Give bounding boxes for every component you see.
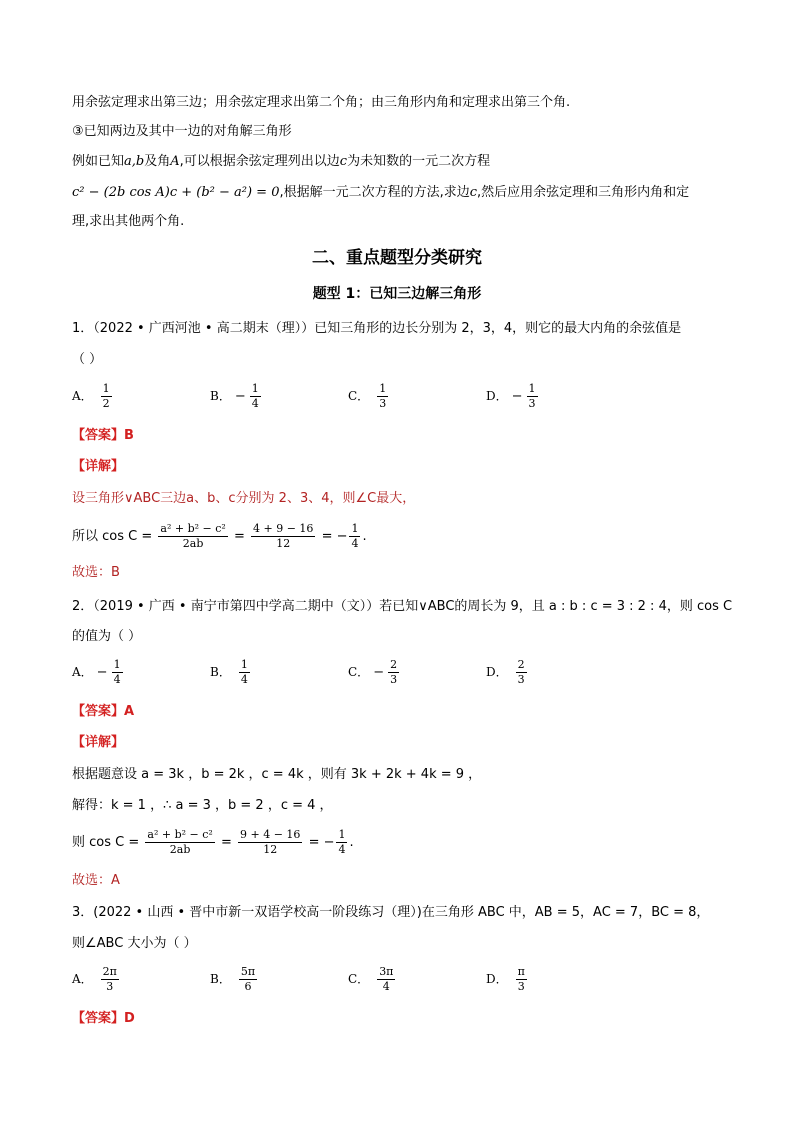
q2-detail-tag: 【详解】 [72, 735, 125, 750]
denominator: 3 [390, 673, 398, 686]
option-label: C． [348, 389, 370, 403]
subsection-title: 题型 1：已知三边解三角形 [312, 286, 482, 302]
q2-detail-line-2: 解得：k = 1 ，∴ a = 3 ，b = 2 ，c = 4 ， [72, 798, 333, 813]
option-fraction [250, 382, 261, 411]
denominator: 3 [106, 980, 114, 993]
option-fraction [239, 658, 250, 687]
option-label: C． [348, 665, 370, 679]
option-label: B． [210, 972, 231, 986]
intro-line-3 [72, 152, 490, 172]
denominator: 4 [382, 980, 390, 993]
denominator: 2 [102, 397, 110, 410]
option-fraction [516, 965, 527, 994]
formula-text: . [349, 835, 354, 850]
q1-detail-line-2 [72, 522, 367, 552]
numerator: 1 [102, 382, 110, 395]
numerator: a² + b² − c² [147, 828, 213, 841]
numerator: 1 [379, 382, 387, 395]
intro-text: ,可以根据余弦定理列出以边 [179, 154, 340, 169]
denominator: 3 [517, 673, 525, 686]
numerator: 1 [251, 382, 259, 395]
numerator: π [517, 965, 525, 978]
formula-text: 所以 cos C = [72, 529, 153, 544]
option-fraction [377, 382, 388, 411]
denominator: 4 [240, 673, 248, 686]
denominator: 4 [338, 843, 346, 856]
q1-conclusion: 故选：B [72, 565, 120, 580]
q2-detail-line-1: 根据题意设 a = 3k ，b = 2k ，c = 4k ，则有 3k + 2k + 4k = 9 ， [72, 767, 482, 782]
option-fraction [527, 382, 538, 411]
q2-option-a [72, 658, 125, 687]
option-fraction [239, 965, 257, 994]
option-fraction [112, 658, 123, 687]
option-label: B． [210, 389, 231, 403]
q2-stem-b: 的值为（ ） [72, 629, 142, 644]
q2-option-c [348, 658, 401, 687]
intro-text: 及角 [144, 154, 171, 169]
q3-answer-tag: 【答案】D [72, 1011, 135, 1026]
intro-math: c [469, 185, 478, 200]
formula-text: = − [321, 529, 348, 544]
denominator: 2ab [169, 843, 191, 856]
intro-math: c [339, 154, 348, 169]
intro-text: ,根据解一元二次方程的方法,求边 [279, 185, 470, 200]
numerator: 2π [102, 965, 117, 978]
formula-fraction [158, 522, 227, 551]
intro-math: A [170, 154, 180, 169]
denominator: 2ab [182, 537, 204, 550]
numerator: 4 + 9 − 16 [253, 522, 314, 535]
q3-option-d [486, 965, 529, 994]
option-fraction [101, 382, 112, 411]
numerator: 5π [240, 965, 256, 978]
q1-stem: 1．（2022 • 广西河池 • 高二期末（理））已知三角形的边长分别为 2，3，4，则它的最大内角的余弦值是 [72, 321, 682, 336]
option-label: A． [72, 665, 93, 679]
denominator: 4 [351, 537, 359, 550]
intro-line-4 [72, 183, 689, 203]
q2-stem-a: 2．（2019 • 广西 • 南宁市第四中学高二期中（文））若已知∨ABC的周长为 9，且 a : b : c = 3 : 2 : 4，则 cos C [72, 599, 733, 614]
formula-fraction [349, 522, 360, 551]
numerator: 1 [240, 658, 248, 671]
q3-stem-a: 3．(2022 • 山西 • 晋中市新一双语学校高一阶段练习（理）)在三角形 ABC 中，AB = 5，AC = 7，BC = 8， [72, 905, 710, 920]
formula-fraction [238, 828, 302, 857]
denominator: 3 [517, 980, 525, 993]
option-label: D． [486, 972, 508, 986]
q1-paren: （ ） [72, 352, 103, 367]
numerator: 2 [517, 658, 525, 671]
denominator: 3 [379, 397, 387, 410]
q3-option-a [72, 965, 121, 994]
denominator: 3 [528, 397, 536, 410]
option-sign: − [373, 665, 385, 680]
numerator: a² + b² − c² [160, 522, 226, 535]
numerator: 2 [390, 658, 398, 671]
formula-fraction [145, 828, 214, 857]
formula-text: . [362, 529, 367, 544]
q2-option-b [210, 658, 252, 687]
q1-option-c [348, 382, 390, 411]
q1-detail-tag: 【详解】 [72, 459, 125, 474]
option-label: D． [486, 665, 508, 679]
intro-text: 为未知数的一元二次方程 [347, 154, 491, 169]
option-label: B． [210, 665, 231, 679]
q3-option-c [348, 965, 397, 994]
formula-text: = − [308, 835, 335, 850]
intro-text: 例如已知 [72, 154, 125, 169]
option-fraction [377, 965, 395, 994]
numerator: 3π [379, 965, 394, 978]
formula-text: = [220, 835, 232, 850]
q1-option-d [486, 382, 540, 411]
option-sign: − [511, 389, 523, 404]
numerator: 1 [338, 828, 346, 841]
denominator: 12 [276, 537, 291, 550]
intro-line-2: ③已知两边及其中一边的对角解三角形 [72, 124, 292, 139]
q1-answer-tag: 【答案】B [72, 428, 134, 443]
numerator: 1 [113, 658, 121, 671]
option-sign: − [234, 389, 246, 404]
formula-fraction [251, 522, 315, 551]
denominator: 4 [251, 397, 259, 410]
option-label: A． [72, 972, 93, 986]
q1-detail-line-1: 设三角形∨ABC三边a、b、c分别为 2、3、4，则∠C最大， [72, 491, 416, 506]
intro-text: ,然后应用余弦定理和三角形内角和定 [477, 185, 690, 200]
option-fraction [516, 658, 527, 687]
q2-detail-line-3 [72, 828, 354, 858]
option-sign: − [96, 665, 108, 680]
q2-answer-tag: 【答案】A [72, 704, 135, 719]
intro-line-5: 理,求出其他两个角. [72, 214, 185, 229]
intro-math: a,b [124, 154, 145, 169]
option-fraction [101, 965, 119, 994]
q3-option-b [210, 965, 259, 994]
option-label: C． [348, 972, 370, 986]
option-label: D． [486, 389, 508, 403]
denominator: 6 [244, 980, 252, 993]
intro-line-1: 用余弦定理求出第三边；用余弦定理求出第二个角；由三角形内角和定理求出第三个角. [72, 95, 571, 110]
numerator: 9 + 4 − 16 [240, 828, 301, 841]
q3-stem-b: 则∠ABC 大小为（ ） [72, 936, 197, 951]
formula-fraction [336, 828, 347, 857]
formula-text: = [233, 529, 245, 544]
denominator: 4 [113, 673, 121, 686]
q2-conclusion: 故选：A [72, 873, 120, 888]
section-title: 二、重点题型分类研究 [312, 248, 482, 268]
formula-text: 则 cos C = [72, 835, 140, 850]
quadratic-equation: c² − (2b cos A)c + (b² − a²) = 0 [72, 185, 280, 200]
option-fraction [388, 658, 399, 687]
q1-option-a [72, 382, 114, 411]
option-label: A． [72, 389, 93, 403]
q1-option-b [210, 382, 263, 411]
denominator: 12 [263, 843, 278, 856]
q2-option-d [486, 658, 529, 687]
numerator: 1 [351, 522, 359, 535]
numerator: 1 [528, 382, 536, 395]
